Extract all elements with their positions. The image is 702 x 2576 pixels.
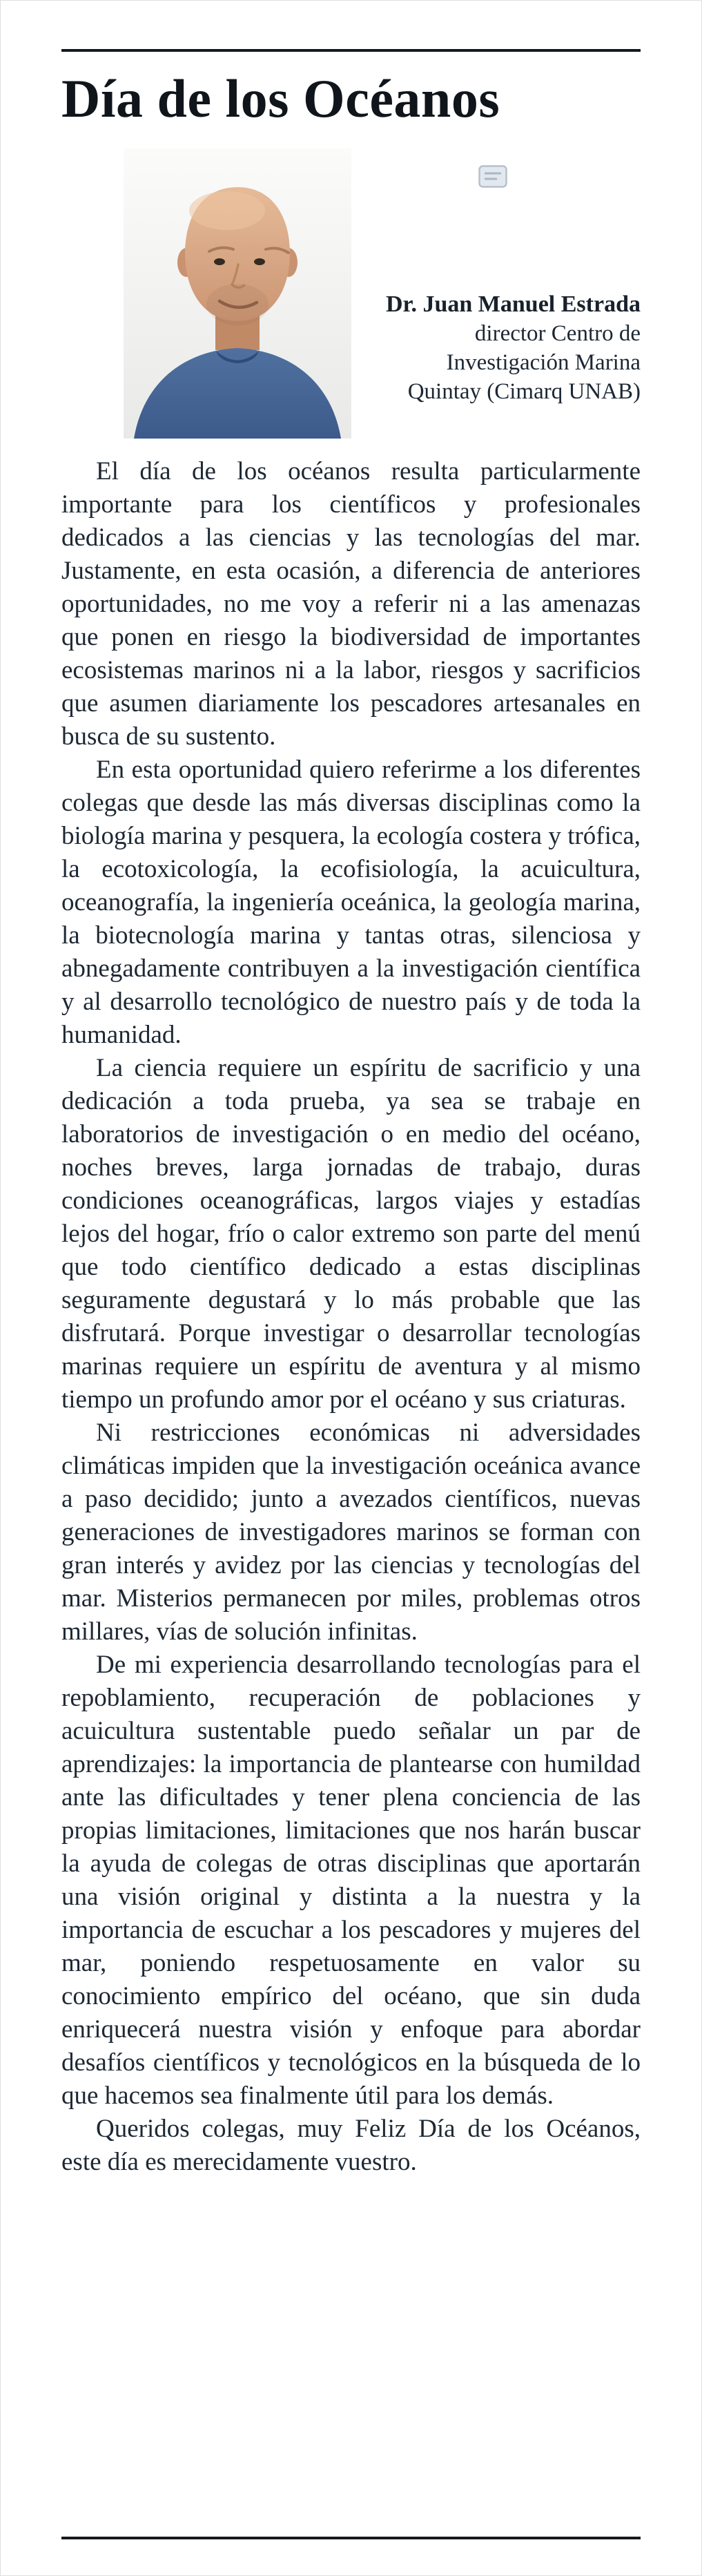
body-paragraph: De mi experiencia desarrollando tecnologías para el repoblamiento, recuperación de poblaciones y acuicultura sustentable puedo señalar un par de aprendizajes: la importancia de plantearse con humildad ante las dificultades y tener plena conciencia de las propias limitaciones, limitaciones que nos harán buscar la ayuda de colegas de otras disciplinas que aportarán una visión original y distinta a la nuestra y la importancia de escuchar a los pescadores y mujeres del mar, poniendo respetuosamente en valor su conocimiento empírico del océano, que sin duda enriquecerá nuestra visión y enfoque para abordar desafíos científicos y tecnológicos en la búsqueda de lo que hacemos sea finalmente útil para los demás. xyxy=(61,1651,641,2111)
top-rule xyxy=(61,49,641,52)
article-header xyxy=(61,148,641,439)
body-paragraph: La ciencia requiere un espíritu de sacrificio y una dedicación a toda prueba, ya sea se trabaje en laboratorios de investigación o en medio del océano, noches breves, larga jornadas de trabajo, duras condiciones oceanográficas, largos viajes y estadías lejos del hogar, frío o calor extremo son parte del menú que todo científico dedicado a estas disciplinas seguramente degustará y lo más probable que las disfrutará. Porque investigar o desarrollar tecnologías marinas requiere un espíritu de aventura y al mismo tiempo un profundo amor por el océano y sus criaturas. xyxy=(61,1054,641,1414)
article-body xyxy=(61,455,641,2179)
bottom-rule xyxy=(61,2537,641,2539)
author-role: director Centro de Investigación Marina Quintay (Cimarq UNAB) xyxy=(407,320,641,404)
author-photo xyxy=(124,148,351,439)
page-title: Día de los Océanos xyxy=(61,68,500,128)
author-portrait-image xyxy=(124,148,351,439)
author-name: Dr. Juan Manuel Estrada xyxy=(385,291,641,318)
note-icon xyxy=(478,165,507,190)
body-paragraph: En esta oportunidad quiero referirme a los diferentes colegas que desde las más diversas disciplinas como la biología marina y pesquera, la ecología costera y trófica, la ecotoxicología, la ecofisiología, la acuicultura, oceanografía, la ingeniería oceánica, la geología marina, la biotecnología marina y tantas otras, silenciosa y abnegadamente contribuyen a la investigación científica y al desarrollo tecnológico de nuestro país y de toda la humanidad. xyxy=(61,756,641,1050)
body-paragraph: Ni restricciones económicas ni adversidades climáticas impiden que la investigación oceánica avance a paso decidido; junto a avezados científicos, nuevas generaciones de investigadores marinos se forman con gran interés y avidez por las ciencias y tecnologías del mar. Misterios permanecen por miles, problemas otros millares, vías de solución infinitas. xyxy=(61,1419,641,1646)
body-paragraph: El día de los océanos resulta particularmente importante para los científicos y profesionales dedicados a las ciencias y las tecnologías del mar. Justamente, en esta ocasión, a diferencia de anteriores oportunidades, no me voy a referir ni a las amenazas que ponen en riesgo la biodiversidad de importantes ecosistemas marinos ni a la labor, riesgos y sacrificios que asumen diariamente los pescadores artesanales en busca de su sustento. xyxy=(61,457,641,751)
author-attribution xyxy=(351,290,641,406)
body-paragraph: Queridos colegas, muy Feliz Día de los Océanos, este día es merecidamente vuestro. xyxy=(61,2115,641,2177)
